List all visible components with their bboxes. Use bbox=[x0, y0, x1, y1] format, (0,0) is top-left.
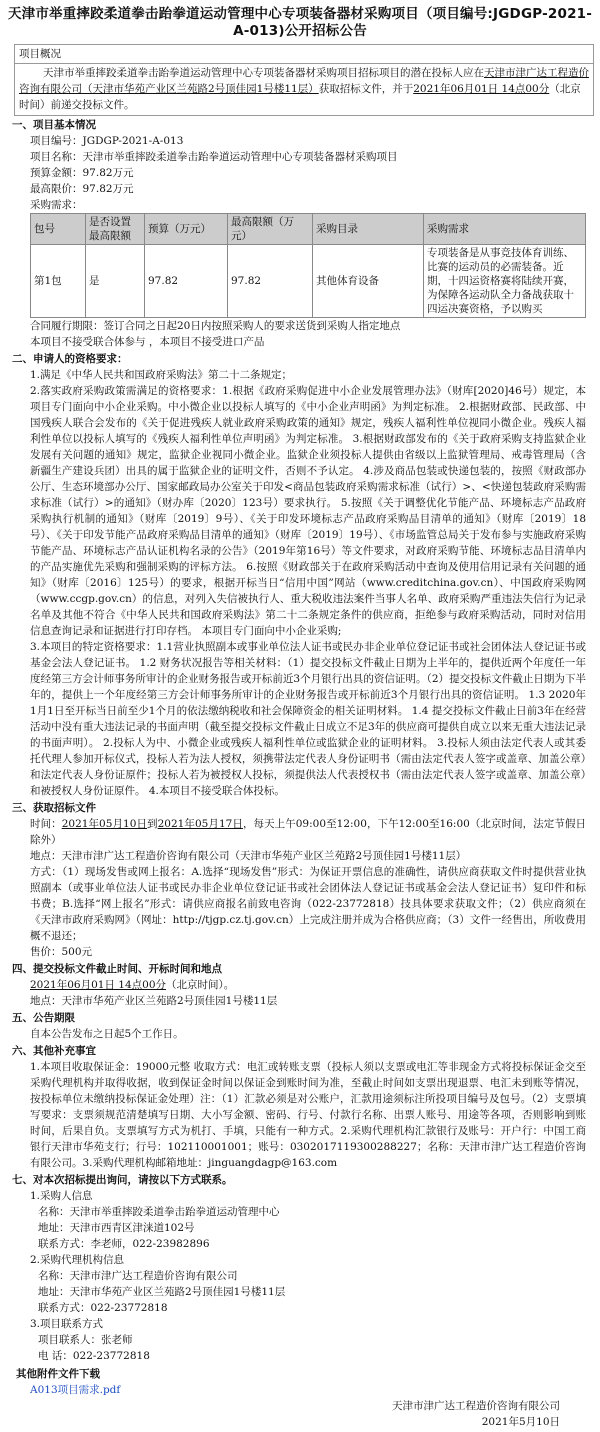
signature-org: 天津市津广达工程造价咨询有限公司 bbox=[392, 1400, 560, 1412]
obtain-place: 地点：天津市津广达工程造价咨询有限公司（天津市华苑产业区兰苑路2号顶佳园1号楼11层） bbox=[30, 850, 467, 862]
table-cell: 专项装备是从事竞技体育训练、比赛的运动员的必需装备。近期，十四运资格赛将陆续开赛，为保障各运动队全力备战获取十四运决赛资格，予以购买 bbox=[424, 245, 586, 318]
budget-amount: 预算金额：97.82万元 bbox=[30, 167, 134, 179]
table-header: 是否设置最高限额 bbox=[86, 214, 145, 245]
table-cell: 是 bbox=[86, 245, 145, 318]
obtain-method: 方式：（1）现场发售或网上报名：A.选择“现场发售”形式：为保证开票信息的准确性，请供应商获取文件时提供营业执照副本（或事业单位法人证书或民办非企业单位登记证书或社会团体法人登记证书或基金会法人登记证书）复印件和标书费；B.选择“网上报名”形式：请供应商报名前致电咨询（022-23772818）技具体要求获取文件；（2）供应商须在《天津市政府采购网》（网址：http://tjgp.cz.tj.gov.cn）上完成注册并成为合格供应商；（3）文件一经售出，所收费用概不退还； bbox=[30, 866, 586, 942]
table-row bbox=[31, 245, 586, 318]
overview-location: 天津市津广达工程造价咨询有限公司（天津市华苑产业区兰苑路2号顶佳园1号楼11层） bbox=[19, 67, 589, 95]
agency-name: 名称：天津市津广达工程造价咨询有限公司 bbox=[38, 1270, 238, 1282]
max-price: 最高限价：97.82万元 bbox=[30, 183, 134, 195]
attachments-heading: 其他附件文件下载 bbox=[16, 1368, 100, 1380]
project-contact-person: 项目联系人：张老师 bbox=[38, 1334, 133, 1346]
section-4-heading: 四、提交投标文件截止时间、开标时间和地点 bbox=[12, 963, 222, 975]
obtain-price: 售价：500元 bbox=[30, 946, 93, 958]
overview-text bbox=[15, 64, 593, 115]
obtain-hours: ，每天上午09:00至12:00，下午12:00至16:00（北京时间，法定节假日除外） bbox=[30, 818, 587, 846]
obtain-time-to: 到 bbox=[147, 818, 158, 830]
overview-text-2: 获取招标文件，并于 bbox=[318, 83, 414, 95]
section-1-heading: 一、项目基本情况 bbox=[12, 119, 96, 131]
section-7-heading: 七、对本次招标提出询问，请按以下方式联系。 bbox=[12, 1174, 233, 1186]
table-header: 预算（万元） bbox=[145, 214, 228, 245]
section-6-heading: 六、其他补充事宜 bbox=[12, 1045, 96, 1057]
table-cell: 第1包 bbox=[31, 245, 86, 318]
overview-text-1: 天津市举重摔跤柔道拳击跆拳道运动管理中心专项装备器材采购项目招标项目的潜在投标人应在 bbox=[43, 67, 484, 79]
table-header: 包号 bbox=[31, 214, 86, 245]
table-cell: 97.82 bbox=[145, 245, 228, 318]
table-header-row bbox=[31, 214, 586, 245]
agency-address: 地址：天津市华苑产业区兰苑路2号顶佳园1号楼11层 bbox=[38, 1286, 286, 1298]
contract-period: 合同履行期限：签订合同之日起20日内按照采购人的要求送货到采购人指定地点 bbox=[30, 320, 401, 332]
obtain-time-label: 时间： bbox=[30, 818, 62, 830]
purchaser-info-heading: 1.采购人信息 bbox=[30, 1190, 93, 1202]
table-header: 采购需求 bbox=[424, 214, 586, 245]
bid-place: 地点：天津市华苑产业区兰苑路2号顶佳园1号楼11层 bbox=[30, 995, 278, 1007]
supplementary-info: 1.本项目收取保证金：19000元整 收取方式：电汇或转账支票（投标人须以支票或电汇等非现金方式将投标保证金交至采购代理机构并取得收据，收到保证金时间以保证金到账时间为准，至截止时间如支票出现退票、电汇未到账等情况，按投标单位未缴纳投标保证金处理）注：（1）汇款必须是对公账户，汇款用途须标注所投项目编号及包号。（2）支票填写要求：支票须规范清楚填写日期、大小写金额、密码、行号、付款行名称、出票人账号、用途等各项，否则影响到账时间，后果自负。支票填写方式为机打、手填，只能有一种方式。2.采购代理机构汇款银行及账号：开户行：中国工商银行天津市华苑支行；行号：102110001001；账号：0302017119300288227；名称：天津市津广达工程造价咨询有限公司。3.采购代理机构邮箱地址：jinguangdagp@163.com bbox=[30, 1061, 586, 1169]
section-3-heading: 三、获取招标文件 bbox=[12, 802, 96, 814]
bid-deadline-date: 2021年06月01日 14点00分 bbox=[30, 979, 167, 991]
agency-info-heading: 2.采购代理机构信息 bbox=[30, 1254, 125, 1266]
project-contact-phone: 电 话：022-23772818 bbox=[38, 1350, 150, 1362]
table-cell: 其他体育设备 bbox=[313, 245, 424, 318]
obtain-end-date: 2021年05月17日 bbox=[157, 818, 243, 830]
table-header: 采购目录 bbox=[313, 214, 424, 245]
project-contact-heading: 3.项目联系方式 bbox=[30, 1318, 104, 1330]
obtain-start-date: 2021年05月10日 bbox=[61, 818, 148, 830]
package-table bbox=[30, 213, 586, 318]
bid-deadline-suffix: （北京时间）。 bbox=[166, 979, 235, 991]
attachment-link-pdf[interactable]: A013项目需求.pdf bbox=[30, 1384, 121, 1396]
project-number: 项目编号：JGDGP-2021-A-013 bbox=[30, 135, 184, 147]
consortium-note: 本项目不接受联合体参与 ，本项目不接受进口产品 bbox=[30, 336, 265, 348]
obtain-time bbox=[0, 816, 600, 848]
section-5-heading: 五、公告期限 bbox=[12, 1012, 75, 1024]
qualification-3: 3.本项目的特定资格要求：1.1营业执照副本或事业单位法人证书或民办非企业单位登记证书或社会团体法人登记证书或基金会法人登记证书。 1.2 财务状况报告等相关材料：（1）提交投标文件截止日期为上半年的，提供近两个年度任一年度经第三方会计师事务所审计的企业财务报告或开标前近3个月银行出具的资信证明。（2）提交投标文件截止日期为下半年的，提供上一个年度经第三方会计师事务所审计的企业财务报告或开标前近3个月银行出具的资信证明。 1.3 2020年1月1日至开标当日前至少1个月的依法缴纳税收和社会保障资金的相关证明材料。 1.4 提交投标文件截止日前3年在经营活动中没有重大违法记录的书面声明（截至提交投标文件截止日成立不足3年的供应商可提供自成立以来无重大违法记录的书面声明）。 2.投标人为中、小微企业或残疾人福利性单位或监狱企业的证明材料。 3.投标人须由法定代表人或其委托代理人参加开标仪式，投标人若为法人授权，须携带法定代表人身份证明书（需由法定代表人签字或盖章、加盖公章）和法定代表人身份证原件；投标人若为被授权人投标，须提供法人代表授权书（需由法定代表人签字或盖章、加盖公章）和被授权人身份证原件。 4.本项目不接受联合体投标。 bbox=[30, 641, 586, 797]
section-2-heading: 二、申请人的资格要求： bbox=[12, 353, 128, 365]
page-title: 天津市举重摔跤柔道拳击跆拳道运动管理中心专项装备器材采购项目（项目编号:JGDGP-2021-A-013)公开招标公告 bbox=[7, 6, 593, 39]
project-name: 项目名称：天津市举重摔跤柔道拳击跆拳道运动管理中心专项装备器材采购项目 bbox=[30, 151, 398, 163]
overview-text-3: （北京时间）前递交投标文件。 bbox=[19, 83, 581, 111]
purchaser-address: 地址：天津市西青区津涞道102号 bbox=[38, 1222, 195, 1234]
procurement-needs-label: 采购需求： bbox=[30, 199, 83, 211]
bid-deadline bbox=[0, 977, 600, 993]
purchaser-contact: 联系方式：李老师，022-23982896 bbox=[38, 1238, 210, 1250]
qualification-2: 2.落实政府采购政策需满足的资格要求：1.根据《政府采购促进中小企业发展管理办法》（财库[2020]46号）规定，本项目专门面向中小企业采购。中小微企业以投标人填写的《中小企业声明函》为判定标准。 2.根据财政部、民政部、中国残疾人联合会发布的《关于促进残疾人就业政府采购政策的通知》规定，残疾人福利性单位视同小微企业。残疾人福利性单位以投标人填写的《残疾人福利性单位声明函》为判定标准。 3.根据财政部发布的《关于政府采购支持监狱企业发展有关问题的通知》规定，监狱企业视同小微企业。监狱企业须投标人提供由省级以上监狱管理局、戒毒管理局（含新疆生产建设兵团）出具的属于监狱企业的证明文件，否则不予认定。 4.涉及商品包装或快递包装的，按照《财政部办公厅、生态环境部办公厅、国家邮政局办公室关于印发<商品包装政府采购需求标准（试行）>、<快递包装政府采购需求标准（试行）>的通知》（财办库〔2020〕123号）要求执行。 5.按照《关于调整优化节能产品、环境标志产品政府采购执行机制的通知》（财库〔2019〕9号）、《关于印发环境标志产品政府采购品目清单的通知》（财库〔2019〕18号）、《关于印发节能产品政府采购品目清单的通知》（财库〔2019〕19号）、《市场监管总局关于发布参与实施政府采购节能产品、环境标志产品认证机构名录的公告》（2019年第16号）等文件要求，对政府采购节能、环境标志品目清单内的产品实施优先采购和强制采购的评标方法。 6.按照《财政部关于在政府采购活动中查询及使用信用记录有关问题的通知》（财库〔2016〕125号）的要求，根据开标当日“信用中国”网站（www.creditchina.gov.cn）、中国政府采购网（www.ccgp.gov.cn）的信息，对列入失信被执行人、重大税收违法案件当事人名单、政府采购严重违法失信行为记录名单及其他不符合《中华人民共和国政府采购法》第二十二条规定条件的供应商，拒绝参与政府采购活动，同时对信用信息查询记录和证据进行打印存档。 本项目专门面向中小企业采购; bbox=[30, 385, 586, 637]
purchaser-name: 名称：天津市举重摔跤柔道拳击跆拳道运动管理中心 bbox=[38, 1206, 280, 1218]
signature-date: 2021年5月10日 bbox=[481, 1416, 560, 1428]
table-header: 最高限额（万元） bbox=[228, 214, 313, 245]
announcement-period: 自本公告发布之日起5个工作日。 bbox=[30, 1028, 184, 1040]
overview-heading: 项目概况 bbox=[15, 45, 593, 64]
agency-contact: 联系方式：022-23772818 bbox=[38, 1302, 168, 1314]
table-cell: 97.82 bbox=[228, 245, 313, 318]
overview-box bbox=[14, 44, 594, 116]
overview-deadline: 2021年06月01日 14点00分 bbox=[413, 83, 550, 95]
qualification-1: 1.满足《中华人民共和国政府采购法》第二十二条规定； bbox=[30, 369, 293, 381]
